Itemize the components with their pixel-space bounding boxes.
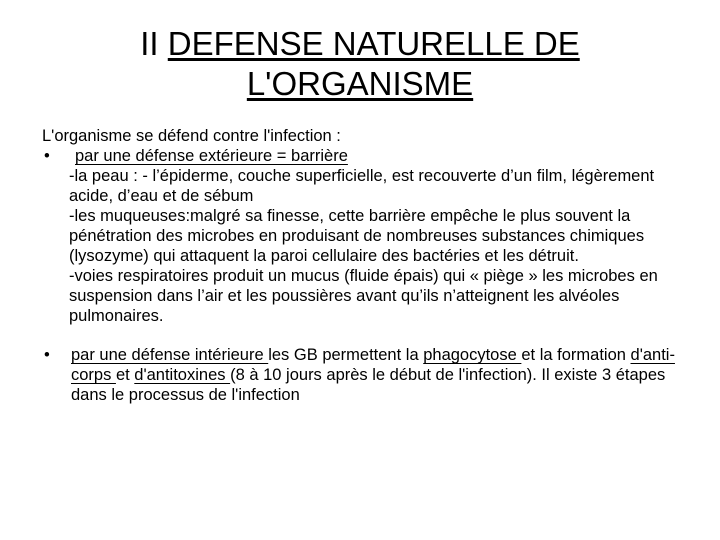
bullet-interior-defense bbox=[42, 345, 692, 405]
interior-text-2: et la formation bbox=[521, 346, 631, 364]
item-skin: -la peau : - l’épiderme, couche superficielle, est recouverte d’un film, légèrement acide, d’eau et de sébum bbox=[69, 167, 655, 205]
interior-text-4: (8 à 10 jours après le début de l'infection). Il existe 3 étapes dans le processus de l'infection bbox=[71, 366, 666, 404]
interior-defense-term: par une défense intérieure bbox=[71, 346, 269, 364]
title-prefix: II bbox=[140, 25, 168, 62]
interior-text-3: et bbox=[115, 366, 135, 384]
item-respiratory: -voies respiratoires produit un mucus (fluide épais) qui « piège » les microbes en suspension dans l’air et les poussières avant qu’ils n’atteignent les alvéoles pulmonaires. bbox=[69, 267, 658, 325]
interior-text-1: les GB permettent la bbox=[268, 346, 424, 364]
bullet-exterior-heading: par une défense extérieure = barrière bbox=[75, 147, 348, 165]
title-underlined-part-1: DEFENSE NATURELLE DE bbox=[167, 25, 580, 62]
title-line-2 bbox=[0, 64, 720, 104]
title-line-1 bbox=[0, 24, 720, 64]
title-underlined-part-2: L'ORGANISME bbox=[246, 65, 474, 102]
antitoxines-term: d'antitoxines bbox=[134, 366, 231, 384]
bullet-dot: • bbox=[44, 346, 50, 364]
item-mucous: -les muqueuses:malgré sa finesse, cette barrière empêche le plus souvent la pénétration des microbes en produisant de nombreuses substances chimiques (lysozyme) qui attaquent la paroi cellulaire des bactéries et les détruit. bbox=[69, 207, 645, 265]
anticorps-term: d'anti-corps bbox=[71, 346, 675, 384]
phagocytose-term: phagocytose bbox=[423, 346, 522, 364]
slide-body bbox=[42, 126, 692, 405]
bullet-exterior-defense bbox=[42, 146, 692, 166]
bullet-dot: • bbox=[44, 147, 50, 165]
intro-text: L'organisme se défend contre l'infection : bbox=[42, 127, 341, 145]
slide-title bbox=[0, 24, 720, 104]
